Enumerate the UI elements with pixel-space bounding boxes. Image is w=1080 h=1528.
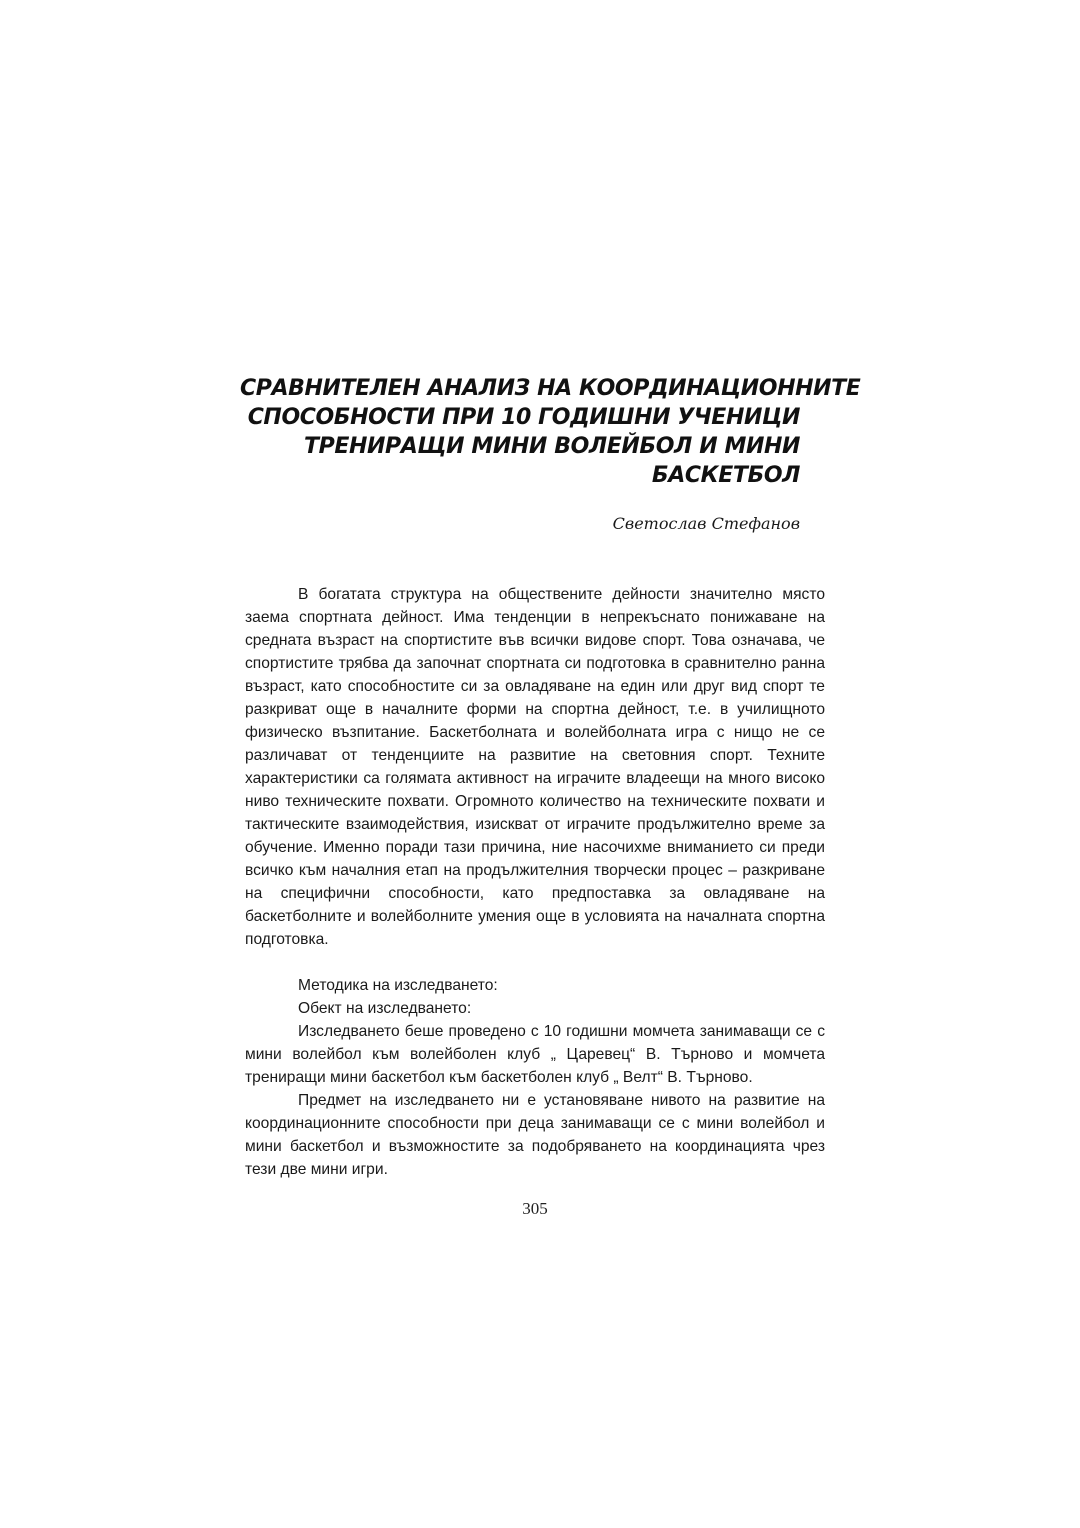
title-line-4: БАСКЕТБОЛ <box>651 463 800 488</box>
title-line-3: ТРЕНИРАЩИ МИНИ ВОЛЕЙБОЛ И МИНИ <box>304 434 800 459</box>
paragraph-gap <box>245 951 825 974</box>
subject-paragraph: Предмет на изследването ни е установяване нивото на развитие на координационните способности при деца занимаващи се с мини волейбол и мини баскетбол и възможностите за подобряването на координацията чрез тези две мини игри. <box>245 1092 825 1178</box>
article-title <box>240 374 861 490</box>
article-body <box>245 583 825 1181</box>
object-paragraph: Изследването беше проведено с 10 годишни момчета занимаващи се с мини волейбол към волейболен клуб „ Царевец“ В. Търново и момчета трениращи мини баскетбол към баскетболен клуб „ Велт“ В. Търново. <box>245 1023 825 1086</box>
author-name: Светослав Стефанов <box>612 514 800 533</box>
object-heading: Обект на изследването: <box>298 1000 472 1017</box>
intro-paragraph: В богатата структура на обществените дейности значително място заема спортната дейност. Има тенденции в непрекъснато понижаване на средната възраст на спортистите във всички видове спорт. Това означава, че спортистите трябва да започнат спортната си подготовка в сравнително ранна възраст, като способностите си за овладяване на един или друг вид спорт те разкриват още в началните форми на спортна дейност, т.е. в училищното физическо възпитание. Баскетболната и волейболната игра с нищо не се различават от тенденциите на развитие на световния спорт. Техните характеристики са голямата активност на играчите владеещи на много високо ниво техническите похвати. Огромното количество на техническите похвати и тактическите взаимодействия, изискват от играчите продължително време за обучение. Именно поради тази причина, ние насочихме вниманието си преди всичко към началния етап на продължителния творчески процес – разкриване на специфични способности, като предпоставка за овладяване на баскетболните и волейболните умения още в условията на началната спортна подготовка. <box>245 586 825 948</box>
title-line-2: СПОСОБНОСТИ ПРИ 10 ГОДИШНИ УЧЕНИЦИ <box>247 405 800 430</box>
title-line-1: СРАВНИТЕЛЕН АНАЛИЗ НА КООРДИНАЦИОННИТЕ <box>240 376 861 401</box>
methodology-heading: Методика на изследването: <box>298 977 498 994</box>
page-number: 305 <box>522 1199 548 1218</box>
